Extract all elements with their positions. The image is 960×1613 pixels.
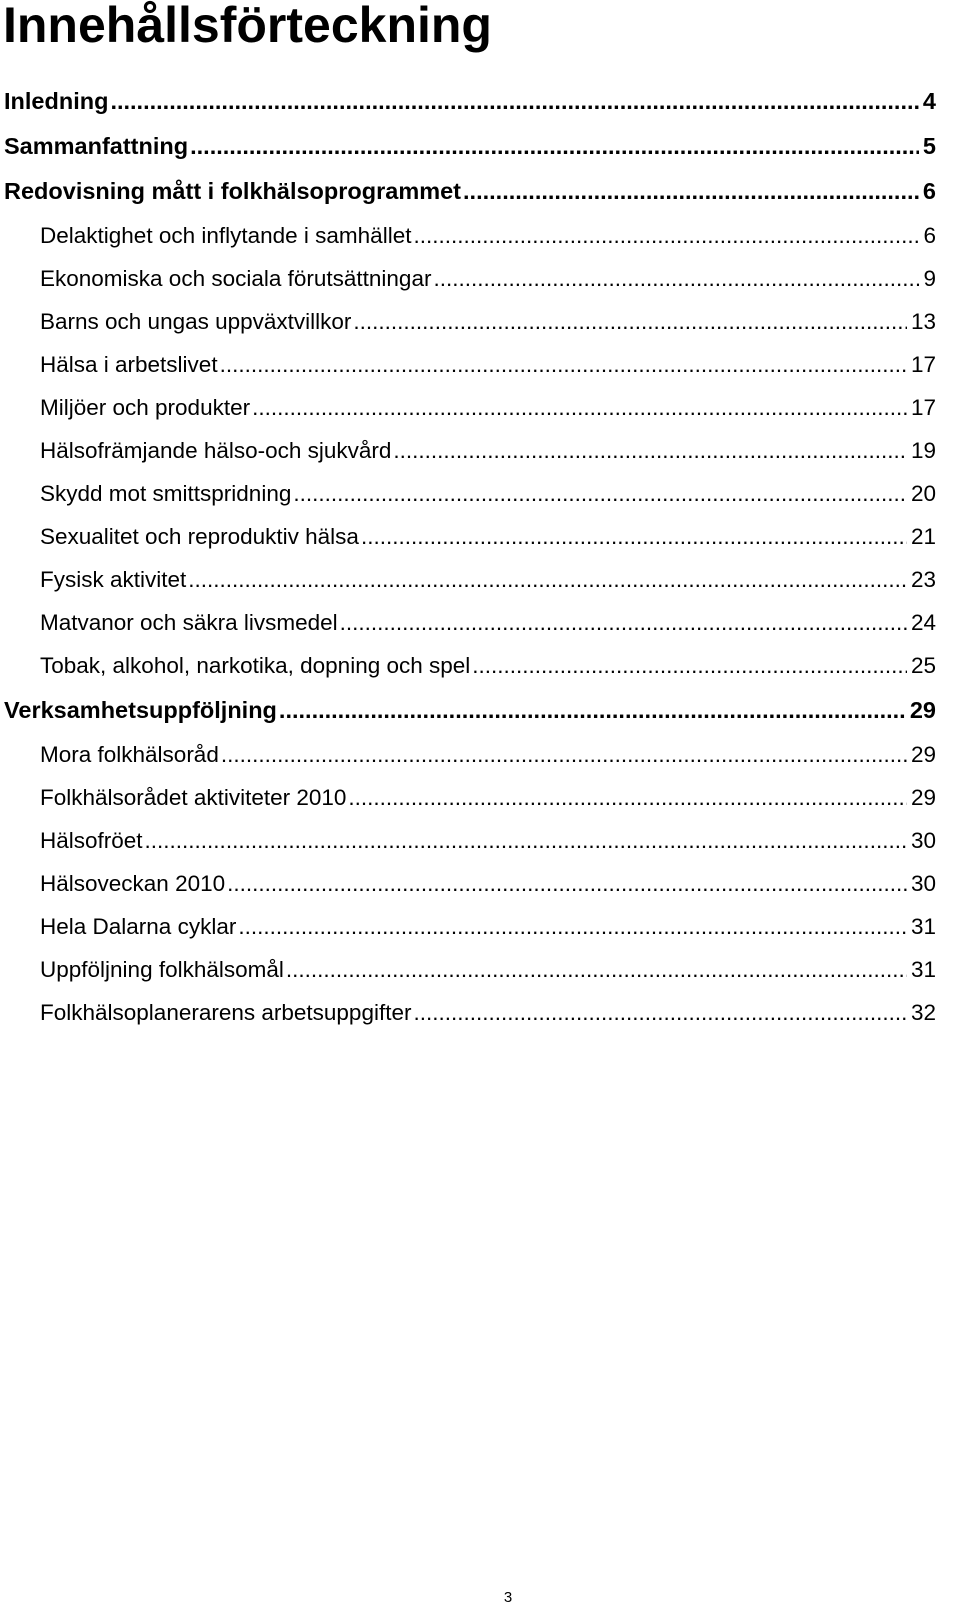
toc-entry-page: 17 — [910, 352, 936, 377]
toc-entry[interactable] — [4, 697, 936, 729]
toc-entry[interactable] — [40, 438, 936, 470]
toc-entry[interactable] — [40, 524, 936, 556]
toc-dot-leader — [286, 957, 907, 983]
toc-entry-title: Miljöer och produkter — [40, 395, 251, 420]
toc-entry-title: Hälsoveckan 2010 — [40, 871, 226, 896]
toc-dot-leader — [110, 88, 918, 115]
toc-entry[interactable] — [4, 178, 936, 210]
toc-dot-leader — [188, 567, 907, 593]
toc-entry-title: Hälsa i arbetslivet — [40, 352, 218, 377]
toc-dot-leader — [433, 266, 919, 292]
toc-entry[interactable] — [40, 481, 936, 513]
toc-entry-page: 20 — [910, 481, 936, 506]
toc-entry[interactable] — [40, 309, 936, 341]
toc-dot-leader — [220, 352, 907, 378]
toc-entry[interactable] — [40, 785, 936, 817]
toc-entry-title: Ekonomiska och sociala förutsättningar — [40, 266, 432, 291]
toc-entry-title: Fysisk aktivitet — [40, 567, 187, 592]
toc-dot-leader — [361, 524, 907, 550]
toc-dot-leader — [340, 610, 907, 636]
toc-entry-title: Redovisning mått i folkhälsoprogrammet — [4, 178, 462, 204]
toc-dot-leader — [348, 785, 907, 811]
toc-entry-title: Mora folkhälsoråd — [40, 742, 219, 767]
toc-entry-page: 4 — [922, 88, 936, 114]
toc-dot-leader — [472, 653, 907, 679]
toc-entry-title: Verksamhetsuppföljning — [4, 697, 277, 723]
toc-dot-leader — [413, 223, 919, 249]
toc-dot-leader — [221, 742, 907, 768]
toc-dot-leader — [190, 133, 919, 160]
toc-entry[interactable] — [40, 567, 936, 599]
toc-dot-leader — [227, 871, 907, 897]
toc-entry-title: Sexualitet och reproduktiv hälsa — [40, 524, 359, 549]
toc-entry-page: 32 — [910, 1000, 936, 1025]
toc-entry-page: 31 — [910, 957, 936, 982]
toc-entry-page: 21 — [910, 524, 936, 549]
toc-dot-leader — [463, 178, 919, 205]
toc-entry[interactable] — [40, 352, 936, 384]
toc-entry-page: 6 — [923, 223, 936, 248]
toc-entry-page: 5 — [922, 133, 936, 159]
toc-entry-page: 30 — [910, 871, 936, 896]
toc-entry-title: Hälsofrämjande hälso-och sjukvård — [40, 438, 392, 463]
toc-entry-title: Folkhälsoplanerarens arbetsuppgifter — [40, 1000, 412, 1025]
toc-entry[interactable] — [40, 828, 936, 860]
toc-entry-page: 29 — [910, 785, 936, 810]
toc-entry[interactable] — [40, 914, 936, 946]
toc-entry-title: Tobak, alkohol, narkotika, dopning och spel — [40, 653, 471, 678]
toc-entry[interactable] — [40, 223, 936, 255]
toc-entry-title: Skydd mot smittspridning — [40, 481, 292, 506]
toc-entry[interactable] — [40, 742, 936, 774]
toc-dot-leader — [145, 828, 907, 854]
toc-entry[interactable] — [40, 957, 936, 989]
toc-dot-leader — [413, 1000, 906, 1026]
toc-dot-leader — [393, 438, 907, 464]
page-title: Innehållsförteckning — [3, 0, 492, 53]
toc-entry[interactable] — [40, 610, 936, 642]
toc-entry[interactable] — [40, 266, 936, 298]
toc-entry-page: 24 — [910, 610, 936, 635]
toc-entry-title: Folkhälsorådet aktiviteter 2010 — [40, 785, 347, 810]
toc-dot-leader — [293, 481, 907, 507]
toc-entry[interactable] — [40, 871, 936, 903]
toc-entry-page: 9 — [923, 266, 936, 291]
toc-entry[interactable] — [4, 88, 936, 120]
toc-dot-leader — [252, 395, 907, 421]
page-number: 3 — [503, 1589, 513, 1606]
toc-entry-title: Uppföljning folkhälsomål — [40, 957, 284, 982]
toc-entry-title: Sammanfattning — [4, 133, 189, 159]
toc-entry[interactable] — [40, 395, 936, 427]
toc-entry-page: 23 — [910, 567, 936, 592]
toc-entry-title: Barns och ungas uppväxtvillkor — [40, 309, 352, 334]
toc-entry-page: 29 — [909, 697, 936, 723]
toc-entry-page: 6 — [922, 178, 936, 204]
toc-entry-title: Matvanor och säkra livsmedel — [40, 610, 338, 635]
toc-entry-page: 19 — [910, 438, 936, 463]
toc-dot-leader — [238, 914, 907, 940]
toc-entry-page: 25 — [910, 653, 936, 678]
toc-entry-page: 29 — [910, 742, 936, 767]
toc-entry[interactable] — [40, 653, 936, 685]
toc-dot-leader — [353, 309, 907, 335]
toc-entry-page: 13 — [910, 309, 936, 334]
toc-entry-page: 31 — [910, 914, 936, 939]
toc-entry[interactable] — [40, 1000, 936, 1032]
toc-entry-page: 17 — [910, 395, 936, 420]
toc-entry-title: Delaktighet och inflytande i samhället — [40, 223, 412, 248]
toc-entry-title: Hälsofröet — [40, 828, 143, 853]
toc-dot-leader — [279, 697, 906, 724]
toc-entry[interactable] — [4, 133, 936, 165]
toc-entry-page: 30 — [910, 828, 936, 853]
toc-entry-title: Inledning — [4, 88, 109, 114]
toc-entry-title: Hela Dalarna cyklar — [40, 914, 237, 939]
